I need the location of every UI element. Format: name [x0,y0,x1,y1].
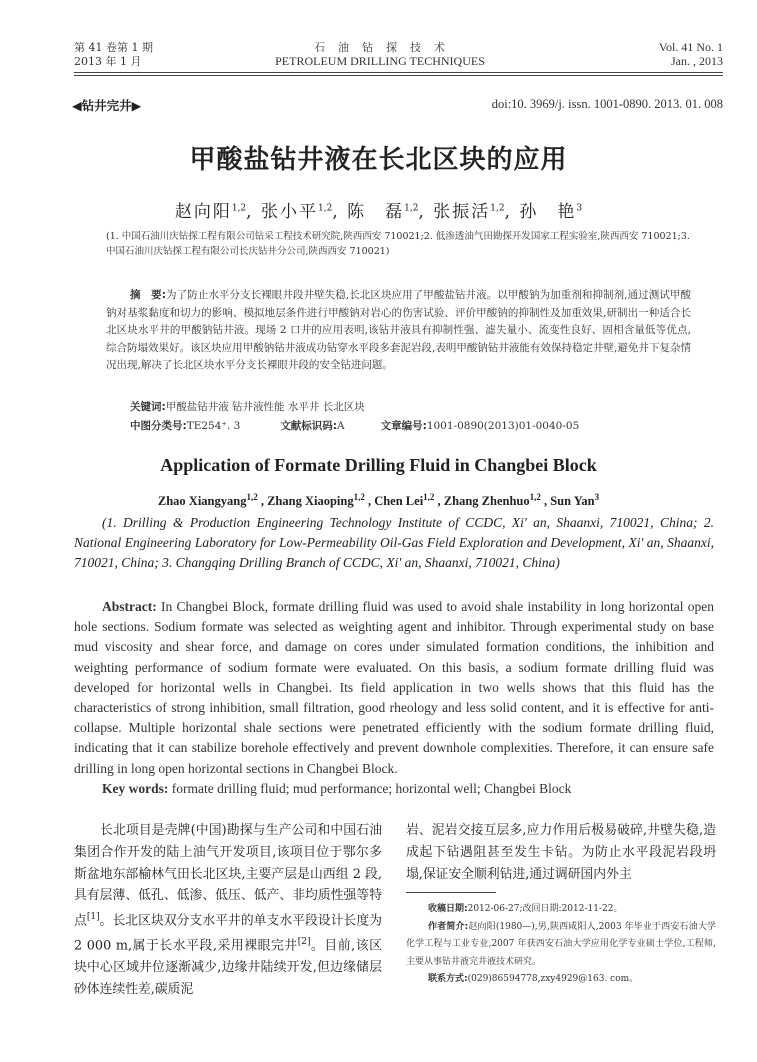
footnote-received: 收稿日期:2012-06-27;改回日期:2012-11-22。 [428,904,623,914]
keywords-cn: 关键词:甲酸盐钻井液 钻井液性能 水平井 长北区块 [130,401,365,413]
doi[interactable]: doi:10. 3969/j. issn. 1001-0890. 2013. 01. 008 [491,97,723,111]
title-en: Application of Formate Drilling Fluid in Changbei Block [160,455,597,475]
author-cn: 孙 艳$^3$ [519,202,583,222]
header-rule-2 [74,75,723,76]
title-cn: 甲酸盐钻井液在长北区块的应用 [189,145,568,175]
abstract-en-text: In Changbei Block, formate drilling fluid was used to avoid shale instability in long horizontal open hole sections. Sodium formate was selected as weighting agent and inhibitor. Through experimental study on base mud viscosity and shear force, and damage on cores under simulated formation conditions, the inhibition and weighting performance of sodium formate were evaluated. On this basis, a sodium formate drilling fluid was developed for horizontal wells in Changbei. Its field application in two wells shows that this fluid has the characteristics of strong inhibition, small filtration, good rheology and less solid content, and it is effective for anti-collapse. Multiple horizontal shale sections were penetrated efficiently with the sodium formate drilling fluid, indicating that it can stabilize borehole effectively and prevent downhole complexities. Therefore, it can ensure safe drilling in long open horizontal sections in Changbei Block. [74,599,714,776]
footnote-contact: 联系方式:(029)86594778,zxy4929@163. com。 [428,974,639,984]
author-en: Sun Yan$^3$ [550,492,600,509]
footnote [406,901,716,989]
classification-line: 中图分类号:TE254⁺. 3 文献标识码:A 文章编号:1001-0890(2013)01-0040-05 [130,420,580,432]
citation-ref[interactable]: [2] [297,937,311,948]
authors-cn: 赵向阳$^{1,2}$, 张小平$^{1,2}$, 陈 磊$^{1,2}$, 张振活$^{1,2}$, 孙 艳$^3$ [174,202,583,222]
header-volume-en: Vol. 41 No. 1 [658,40,723,54]
abstract-cn-label: 摘 要: [130,289,166,301]
citation-ref[interactable]: [1] [86,912,100,923]
author-cn: 张振活$^{1,2}$ [433,202,505,222]
abstract-cn-text: 为了防止水平分支长裸眼井段井壁失稳,长北区块应用了甲酸盐钻井液。以甲酸钠为加重剂和抑制剂,通过测试甲酸钠对基浆黏度和切力的影响、模拟地层条件进行甲酸钠对岩心的伤害试验、评价甲酸钠的抑制性及加重效果,研制出一种适合长北区块水平井的甲酸钠钻井液。现场 2 口井的应用表明,该钻井液具有抑制性强、滤失量小、流变性良好、固相含量低等优点,综合防塌效果好。该区块应用甲酸钠钻井液成功钻穿水平段多套泥岩段,表明甲酸钠钻井液能有效保持稳定井壁,避免井下复杂情况出现,解决了长北区块水平分支长裸眼井段的安全钻进问题。 [106,289,691,371]
affiliation-cn: (1. 中国石油川庆钻探工程有限公司钻采工程技术研究院,陕西西安 710021;2. 低渗透油气田勘探开发国家工程实验室,陕西西安 710021;3. 中国石油川庆钻探工程有限公司长庆钻井分公司,陕西西安 710021) [106,231,690,257]
author-cn: 张小平$^{1,2}$ [260,202,333,222]
header-journal-cn: 石 油 钻 探 技 术 [314,41,446,54]
abstract-en-label: Abstract: [102,599,157,614]
keywords-en: Key words: formate drilling fluid; mud performance; horizontal well; Changbei Block [102,781,572,796]
header-date-en: Jan. , 2013 [671,54,723,68]
body-left-column: 长北项目是壳牌(中国)勘探与生产公司和中国石油集团合作开发的陆上油气开发项目,该项目位于鄂尔多斯盆地东部榆林气田长北区块,主要产层是山西组 2 段,具有层薄、低孔、低渗、低压、低产、非均质性强等特点[1]。长北区块双分支水平井的单支水平段设计长度为 2 000 m,属于长水平段,采用裸眼完井[2]。目前,该区块中心区域井位逐渐减少,边缘井陆续开发,但边缘储层砂体连续性差,碳质泥 [74,823,383,998]
footnote-author: 作者简介:赵向阳(1980—),男,陕西咸阳人,2003 年毕业于西安石油大学化学工程与工业专业,2007 年获西安石油大学应用化学专业硕士学位,工程师,主要从事钻井液完井液技术研究。 [406,921,716,967]
affiliation-en: (1. Drilling & Production Engineering Technology Institute of CCDC, Xi' an, Shaanxi, 710021, China; 2. National Engineering Laboratory for Low-Permeability Oil-Gas Field Exploration and Development, Xi' an, Shaanxi, 710021, China; 3. Changqing Drilling Branch of CCDC, Xi' an, Shaanxi, 710021, China) [74,515,714,570]
author-en: Zhao Xiangyang$^{1,2}$ , [157,492,264,509]
footnote-rule [406,892,496,893]
header-journal-en: PETROLEUM DRILLING TECHNIQUES [275,54,485,68]
header-volume-cn: 第 41 卷第 1 期 [74,41,153,54]
authors-en [0,492,757,509]
section-tag: ◀钻井完井▶ [72,98,142,113]
header-rule [74,72,723,73]
author-cn: 赵向阳$^{1,2}$ [174,202,247,222]
header-date-cn: 2013 年 1 月 [74,55,142,68]
author-en: Chen Lei$^{1,2}$ , [374,492,441,509]
abstract-cn [106,287,691,375]
author-en: Zhang Xiaoping$^{1,2}$ , [267,492,372,509]
body-right-column: 岩、泥岩交接互层多,应力作用后极易破碎,井壁失稳,造成起下钻遇阻甚至发生卡钻。为防止水平段泥岩段坍塌,保证安全顺利钻进,通过调研国内外主 [406,823,716,882]
author-cn: 陈 磊$^{1,2}$ [347,202,419,222]
author-en: Zhang Zhenhuo$^{1,2}$ , [443,492,548,509]
abstract-en [74,597,714,779]
